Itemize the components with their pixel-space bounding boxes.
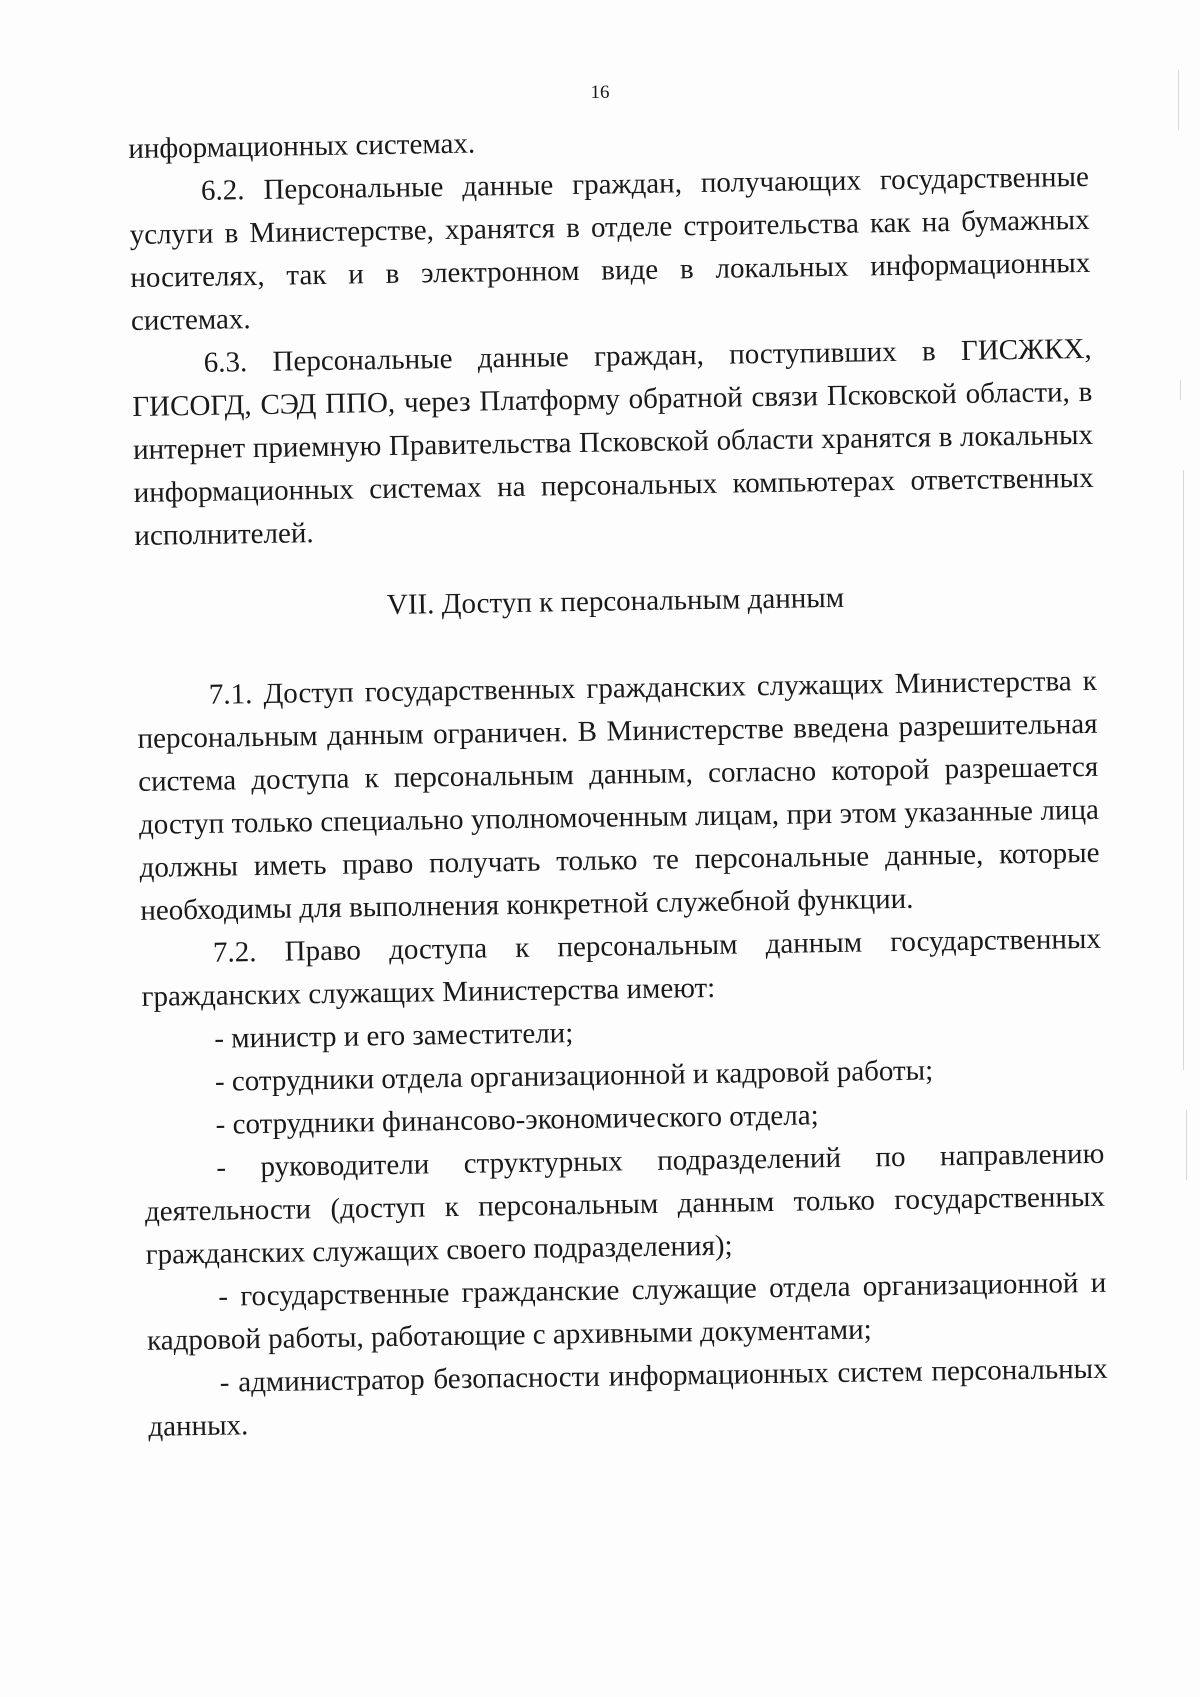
paragraph-6-3: 6.3. Персональные данные граждан, поступивших в ГИСЖКХ, ГИСОГД, СЭД ППО, через Платформу обратной связи Псковской области, в интернет приемную Правительства Псковской области хранятся в локальных информационных системах на персональных компьютерах ответственных исполнителей. [132, 332, 1094, 552]
list-item: - администратор безопасности информационных систем персональных данных. [148, 1352, 1108, 1443]
paragraph-7-1: 7.1. Доступ государственных гражданских служащих Министерства к персональным данным ограничен. В Министерстве введена разрешительная система доступа к персональным данным, согласно которой разрешается доступ только специально уполномоченным лицам, при этом указанные лица должны иметь право получать только те персональные данные, которые необходимы для выполнения конкретной служебной функции. [137, 664, 1100, 927]
paragraph-7-2: 7.2. Право доступа к персональным данным государственных гражданских служащих Министерства имеют: [141, 922, 1102, 1013]
list-item: - государственные гражданские служащие отдела организационной и кадровой работы, работающие с архивными документами; [146, 1266, 1107, 1357]
paragraph-6-2: 6.2. Персональные данные граждан, получающих государственные услуги в Министерстве, хранятся в отделе строительства как на бумажных носителях, так и в электронном виде в локальных информационных системах. [129, 160, 1091, 337]
page-number: 16 [590, 82, 610, 103]
list-item: - сотрудники финансово-экономического отдела; [215, 1099, 819, 1141]
scan-edge-line [1180, 380, 1181, 400]
paragraph-continuation: информационных системах. [128, 127, 476, 165]
scan-edge-line [1186, 1110, 1187, 1180]
list-item: - сотрудники отдела организационной и кадровой работы; [214, 1054, 934, 1098]
scan-edge-line [1183, 470, 1184, 1070]
list-item: - министр и его заместители; [214, 1017, 574, 1055]
scan-edge-line [1178, 70, 1179, 130]
document-body [128, 113, 1109, 1449]
list-item: - руководители структурных подразделений по направлению деятельности (доступ к персональным данным только государственных гражданских служащих своего подразделения); [144, 1137, 1106, 1271]
section-heading-7: VII. Доступ к персональным данным [386, 581, 845, 621]
